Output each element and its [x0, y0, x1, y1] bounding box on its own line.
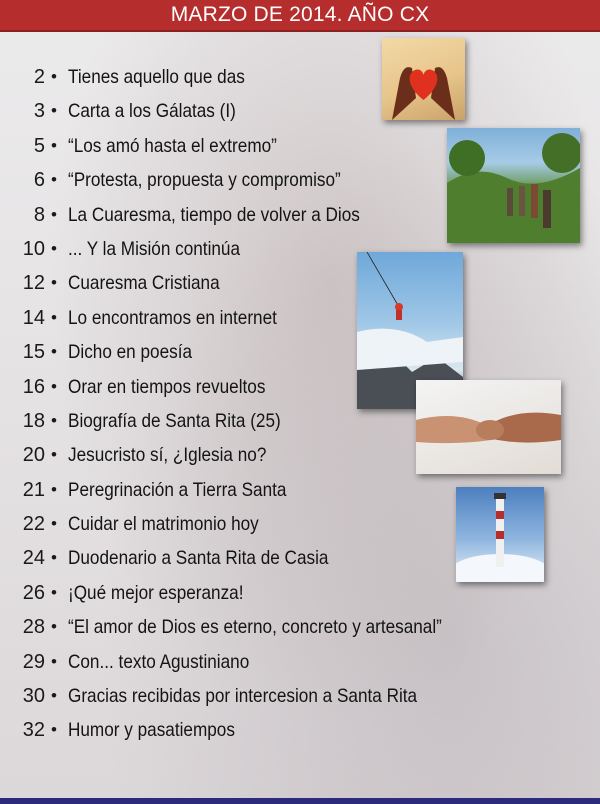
toc-bullet: • [51, 307, 57, 327]
toc-title: Jesucristo sí, ¿Iglesia no? [68, 444, 267, 467]
toc-entry [0, 507, 600, 541]
toc-page-number: 29 [22, 650, 45, 673]
toc-bullet: • [51, 514, 57, 534]
toc-title: Lo encontramos en internet [68, 306, 277, 329]
toc-entry [0, 610, 600, 644]
toc-page-number: 3 [33, 100, 45, 123]
toc-bullet: • [51, 548, 57, 568]
toc-title: Peregrinación a Tierra Santa [68, 478, 287, 501]
toc-page-number: 16 [22, 375, 45, 398]
toc-page-number: 8 [33, 203, 45, 226]
toc-title: Duodenario a Santa Rita de Casia [68, 547, 329, 570]
toc-bullet: • [51, 410, 57, 430]
toc-bullet: • [51, 720, 57, 740]
toc-bullet: • [51, 135, 57, 155]
toc-title: ¡Qué mejor esperanza! [68, 581, 244, 604]
toc-entry [0, 645, 600, 679]
toc-bullet: • [51, 445, 57, 465]
toc-bullet: • [51, 273, 57, 293]
toc-entry [0, 473, 600, 507]
toc-title: Biografía de Santa Rita (25) [68, 409, 281, 432]
toc-title: Orar en tiempos revueltos [68, 375, 266, 398]
toc-bullet: • [51, 204, 57, 224]
toc-title: ... Y la Misión continúa [68, 237, 241, 260]
toc-page-number: 26 [22, 581, 45, 604]
toc-entry [0, 266, 600, 300]
toc-title: Gracias recibidas por intercesion a Santa Rita [68, 685, 418, 708]
toc-bullet: • [51, 170, 57, 190]
toc-title: Con... texto Agustiniano [68, 650, 250, 673]
toc-bullet: • [51, 101, 57, 121]
toc-page-number: 12 [22, 272, 45, 295]
toc-title: La Cuaresma, tiempo de volver a Dios [68, 203, 360, 226]
toc-bullet: • [51, 67, 57, 86]
toc-entry [0, 94, 600, 128]
toc-title: “Protesta, propuesta y compromiso” [68, 169, 341, 192]
table-of-contents [0, 60, 600, 748]
toc-title: Tienes aquello que das [68, 66, 245, 88]
toc-page-number: 21 [22, 478, 45, 501]
toc-page-number: 2 [33, 66, 45, 88]
issue-title: MARZO DE 2014. AÑO CX [170, 3, 430, 26]
toc-entry [0, 404, 600, 438]
toc-page-number: 5 [33, 134, 45, 157]
toc-page-number: 30 [22, 685, 45, 708]
toc-page-number: 6 [33, 169, 45, 192]
toc-page-number: 28 [22, 616, 45, 639]
toc-title: Cuaresma Cristiana [68, 272, 220, 295]
toc-entry [0, 301, 600, 335]
toc-page-number: 24 [22, 547, 45, 570]
toc-entry [0, 335, 600, 369]
toc-entry [0, 198, 600, 232]
toc-entry [0, 60, 600, 94]
toc-bullet: • [51, 686, 57, 706]
toc-page-number: 18 [22, 409, 45, 432]
toc-bullet: • [51, 651, 57, 671]
toc-page-number: 14 [22, 306, 45, 329]
toc-title: Cuidar el matrimonio hoy [68, 513, 259, 536]
toc-entry [0, 541, 600, 575]
toc-bullet: • [51, 376, 57, 396]
toc-entry [0, 576, 600, 610]
toc-page-number: 20 [22, 444, 45, 467]
toc-title: Humor y pasatiempos [68, 719, 235, 742]
toc-entry [0, 163, 600, 197]
toc-entry [0, 713, 600, 747]
toc-bullet: • [51, 582, 57, 602]
toc-entry [0, 370, 600, 404]
toc-page-number: 22 [22, 513, 45, 536]
toc-entry [0, 129, 600, 163]
toc-page-number: 15 [22, 341, 45, 364]
toc-entry [0, 232, 600, 266]
toc-title: Dicho en poesía [68, 341, 193, 364]
toc-page-number: 10 [22, 237, 45, 260]
toc-title: “Los amó hasta el extremo” [68, 134, 277, 157]
toc-entry [0, 679, 600, 713]
toc-title: Carta a los Gálatas (I) [68, 100, 236, 123]
toc-bullet: • [51, 342, 57, 362]
toc-entry [0, 438, 600, 472]
toc-page-number: 32 [22, 719, 45, 742]
toc-bullet: • [51, 479, 57, 499]
bottom-band [0, 798, 600, 804]
toc-bullet: • [51, 238, 57, 258]
toc-bullet: • [51, 617, 57, 637]
toc-title: “El amor de Dios es eterno, concreto y artesanal” [68, 616, 442, 639]
issue-header [0, 0, 600, 32]
